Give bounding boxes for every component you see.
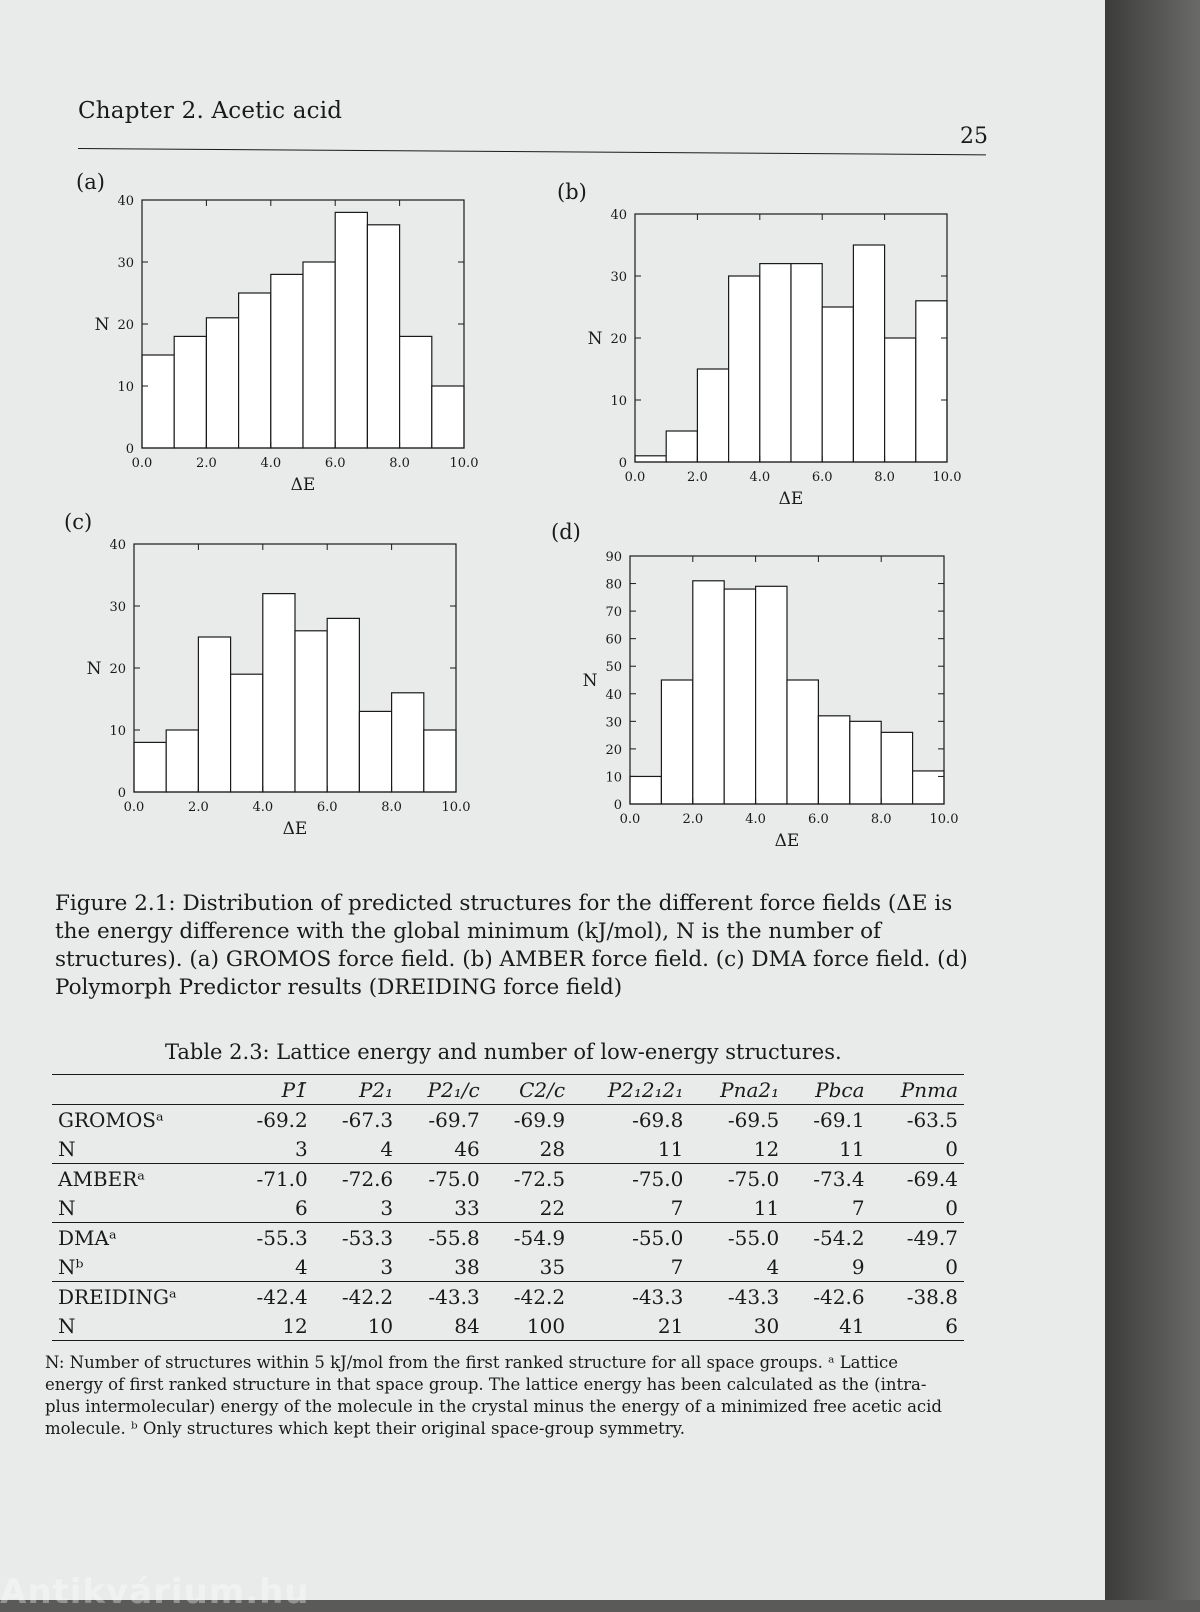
y-tick-label: 20 (605, 742, 622, 758)
y-tick-label: 40 (117, 194, 134, 209)
histogram-bar (791, 264, 822, 462)
histogram-bar (327, 618, 359, 792)
table-row (52, 1282, 964, 1312)
x-tick-label: 2.0 (188, 800, 209, 815)
histogram-panel-c (62, 510, 482, 845)
x-tick-label: 10.0 (449, 456, 479, 471)
row-label: DMAᵃ (58, 1225, 117, 1250)
table-cell: -69.7 (428, 1107, 480, 1132)
y-tick-label: 40 (109, 538, 126, 553)
table-cell: -72.5 (513, 1166, 566, 1191)
table-cell: 28 (539, 1136, 566, 1161)
table-cell: -75.0 (727, 1166, 780, 1191)
x-tick-label: 4.0 (260, 456, 282, 471)
histogram-bar (666, 431, 697, 462)
table-cell: -38.8 (906, 1284, 958, 1309)
table-cell: 33 (454, 1195, 480, 1220)
table-cell: -69.1 (813, 1107, 865, 1132)
x-tick-label: 2.0 (687, 470, 708, 485)
x-axis-label: ΔE (282, 819, 308, 839)
table-cell: 6 (295, 1195, 308, 1220)
table-cell: -75.0 (428, 1166, 480, 1191)
table-cell: -69.5 (727, 1107, 780, 1132)
table-cell: 11 (657, 1136, 684, 1161)
row-label: Nᵇ (58, 1254, 84, 1279)
table-cell: 4 (766, 1254, 780, 1279)
histogram-bar (239, 293, 271, 448)
header-rule (78, 148, 986, 155)
y-tick-label: 30 (605, 715, 622, 731)
table-cell: -43.3 (727, 1284, 780, 1309)
histogram-bar (913, 771, 944, 804)
y-tick-label: 20 (610, 332, 627, 347)
x-tick-label: 2.0 (682, 812, 704, 827)
page-number: 25 (960, 124, 988, 149)
histogram-bar (853, 245, 884, 462)
histogram-panel-d (545, 520, 975, 855)
histogram-bar (142, 355, 174, 448)
y-axis-label: N (86, 659, 102, 679)
x-axis-label: ΔE (774, 831, 800, 851)
histogram-a (70, 170, 490, 500)
x-tick-label: 10.0 (441, 800, 471, 815)
x-tick-label: 8.0 (870, 812, 892, 827)
x-tick-label: 10.0 (932, 470, 962, 485)
table-cell: -69.4 (906, 1166, 958, 1191)
table-cell: 4 (380, 1136, 394, 1161)
x-tick-label: 8.0 (874, 470, 895, 485)
y-tick-label: 30 (109, 600, 126, 615)
histogram-bar (787, 680, 818, 804)
histogram-bar (303, 262, 335, 448)
x-axis-label: ΔE (778, 489, 804, 509)
histogram-bar (166, 730, 198, 792)
table-cell: -43.3 (632, 1284, 684, 1309)
table-cell: 6 (945, 1313, 958, 1338)
table-cell: -55.3 (256, 1225, 308, 1250)
table-row (52, 1252, 964, 1282)
table-cell: -71.0 (256, 1166, 308, 1191)
table-cell: 10 (367, 1313, 394, 1338)
histogram-bar (424, 730, 456, 792)
figure-caption: Figure 2.1: Distribution of predicted structures for the different force fields (ΔE is the energy difference with the global minimum (kJ/mol), N is the number of structures). (a) GROMOS force field. (b) AMBER force field. (c) DMA force field. (d) Polymorph Predictor results (DREIDING force field) (55, 891, 968, 1000)
column-header: Pbca (815, 1077, 865, 1102)
table-cell: 4 (295, 1254, 308, 1279)
table-cell: 9 (851, 1254, 865, 1279)
panel-label-a: (a) (76, 170, 105, 194)
x-tick-label: 0.0 (123, 800, 145, 815)
column-header: Pnma (900, 1077, 958, 1102)
y-tick-label: 60 (605, 632, 622, 648)
histogram-bar (134, 742, 166, 792)
x-tick-label: 8.0 (389, 456, 410, 471)
table-row (52, 1134, 964, 1164)
table-cell: 3 (380, 1195, 394, 1220)
table-cell: -55.8 (428, 1225, 480, 1250)
histogram-bar (206, 318, 238, 448)
histogram-bar (271, 274, 303, 448)
y-tick-label: 0 (618, 456, 627, 471)
table-cell: 7 (670, 1254, 684, 1279)
table-cell: -42.2 (341, 1284, 394, 1309)
histogram-bar (697, 369, 728, 462)
y-tick-label: 70 (605, 605, 622, 621)
y-tick-label: 0 (117, 786, 126, 801)
table-cell: -69.9 (513, 1107, 566, 1132)
table-cell: -43.3 (428, 1284, 480, 1309)
watermark-logo: Antikvárium.hu (0, 1572, 310, 1612)
table-row (52, 1193, 964, 1223)
y-axis-label: N (587, 329, 603, 349)
table-title: Table 2.3: Lattice energy and number of low-energy structures. (165, 1040, 842, 1064)
column-header: Pna2₁ (720, 1077, 780, 1102)
y-tick-label: 10 (605, 770, 622, 786)
x-tick-label: 6.0 (316, 800, 338, 815)
histogram-bar (432, 386, 464, 448)
histogram-bar (885, 338, 916, 462)
x-tick-label: 4.0 (745, 812, 766, 827)
table-cell: -42.6 (813, 1284, 865, 1309)
x-tick-label: 4.0 (252, 800, 274, 815)
histogram-bar (881, 732, 912, 804)
histogram-bar (724, 589, 755, 804)
row-label: GROMOSᵃ (58, 1107, 164, 1132)
table-row (52, 1223, 964, 1253)
histogram-bar (916, 301, 947, 462)
y-tick-label: 20 (109, 662, 126, 677)
panel-label-b: (b) (557, 180, 587, 204)
histogram-bar (295, 631, 327, 792)
x-tick-label: 0.0 (619, 812, 641, 827)
table-cell: -69.2 (256, 1107, 308, 1132)
table-cell: -72.6 (341, 1166, 394, 1191)
table-cell: 3 (380, 1254, 394, 1279)
x-tick-label: 6.0 (808, 812, 829, 827)
table-cell: 11 (839, 1136, 865, 1161)
table-cell: 38 (454, 1254, 480, 1279)
table-cell: -55.0 (632, 1225, 684, 1250)
histogram-panel-b (555, 178, 975, 513)
y-axis-label: N (94, 315, 110, 335)
x-tick-label: 2.0 (196, 456, 217, 471)
histogram-bar (335, 212, 367, 448)
row-label: AMBERᵃ (58, 1166, 145, 1191)
table-cell: 22 (539, 1195, 566, 1220)
column-header (52, 1075, 228, 1105)
y-tick-label: 80 (605, 577, 622, 593)
table-cell: 0 (945, 1195, 958, 1220)
y-tick-label: 0 (613, 798, 622, 813)
histogram-bar (231, 674, 263, 792)
table-cell: -54.9 (513, 1225, 566, 1250)
table-cell: 84 (454, 1313, 480, 1338)
histogram-bar (661, 680, 692, 804)
x-tick-label: 6.0 (811, 470, 833, 485)
table-cell: 41 (839, 1313, 865, 1338)
histogram-bar (635, 456, 666, 462)
table-cell: 21 (657, 1313, 684, 1338)
table-cell: -55.0 (727, 1225, 780, 1250)
histogram-bar (850, 721, 881, 804)
column-header: C2/c (519, 1077, 566, 1102)
table-cell: -53.3 (341, 1225, 394, 1250)
table-cell: -63.5 (906, 1107, 958, 1132)
y-tick-label: 10 (109, 724, 126, 739)
histogram-bar (392, 693, 424, 792)
table-cell: 46 (454, 1136, 480, 1161)
histogram-d (545, 520, 975, 855)
row-label: N (58, 1136, 76, 1161)
histogram-panel-a (70, 170, 490, 500)
table-cell: -49.7 (906, 1225, 958, 1250)
y-tick-label: 50 (605, 660, 622, 676)
row-label: DREIDINGᵃ (58, 1284, 177, 1309)
column-header: P2₁ (358, 1077, 394, 1102)
histogram-b (555, 178, 975, 513)
table-cell: -42.4 (256, 1284, 308, 1309)
table-cell: 11 (753, 1195, 780, 1220)
column-header: P2₁2₁2₁ (607, 1077, 684, 1102)
y-tick-label: 90 (605, 550, 622, 565)
x-tick-label: 6.0 (324, 456, 346, 471)
y-tick-label: 10 (610, 394, 627, 409)
histogram-bar (729, 276, 760, 462)
table-header-row (52, 1075, 964, 1105)
y-tick-label: 10 (117, 380, 134, 395)
table-footnote: N: Number of structures within 5 kJ/mol from the first ranked structure for all space groups. ᵃ Lattice energy of first ranked structure in that space group. The lattice energy has been calculated as the (intra- plus intermolecular) energy of the molecule in the crystal minus the energy of a minimized free acetic acid molecule. ᵇ Only structures which kept their original space-group symmetry. (45, 1353, 942, 1438)
histogram-c (62, 510, 482, 845)
table-cell: -73.4 (813, 1166, 865, 1191)
histogram-bar (400, 336, 432, 448)
column-header: P1̄ (281, 1077, 308, 1102)
panel-label-c: (c) (64, 510, 93, 534)
y-axis-label: N (582, 671, 598, 691)
x-tick-label: 0.0 (131, 456, 153, 471)
table-cell: -67.3 (341, 1107, 394, 1132)
x-tick-label: 10.0 (929, 812, 959, 827)
table-cell: -75.0 (632, 1166, 684, 1191)
histogram-bar (760, 264, 791, 462)
histogram-bar (263, 594, 295, 792)
histogram-bar (367, 225, 399, 448)
x-tick-label: 0.0 (624, 470, 646, 485)
row-label: N (58, 1195, 76, 1220)
histogram-bar (174, 336, 206, 448)
table-cell: 35 (539, 1254, 566, 1279)
histogram-bar (359, 711, 391, 792)
y-tick-label: 40 (605, 687, 622, 703)
histogram-bar (756, 586, 787, 804)
y-tick-label: 20 (117, 318, 134, 333)
page-edge-shadow (1105, 0, 1200, 1600)
running-head: Chapter 2. Acetic acid (78, 98, 343, 124)
table-cell: 7 (851, 1195, 865, 1220)
table-cell: 0 (945, 1254, 958, 1279)
x-axis-label: ΔE (290, 475, 316, 495)
y-tick-label: 30 (117, 256, 134, 271)
table-cell: 12 (753, 1136, 780, 1161)
table-cell: 12 (282, 1313, 308, 1338)
histogram-bar (693, 581, 724, 804)
table-cell: -42.2 (513, 1284, 566, 1309)
y-tick-label: 40 (610, 208, 627, 223)
table-cell: 100 (526, 1313, 566, 1338)
panel-label-d: (d) (551, 520, 581, 544)
histogram-bar (198, 637, 230, 792)
table-row (52, 1311, 964, 1341)
table-row (52, 1105, 964, 1135)
lattice-energy-table (52, 1074, 964, 1341)
x-tick-label: 4.0 (749, 470, 771, 485)
table-body (52, 1105, 964, 1341)
table-row (52, 1164, 964, 1194)
y-tick-label: 0 (125, 442, 134, 457)
histogram-bar (822, 307, 853, 462)
column-header: P2₁/c (427, 1077, 480, 1102)
table-cell: -54.2 (813, 1225, 865, 1250)
histogram-bar (630, 776, 661, 804)
table-cell: 7 (670, 1195, 684, 1220)
x-tick-label: 8.0 (381, 800, 402, 815)
table-cell: -69.8 (632, 1107, 684, 1132)
y-tick-label: 30 (610, 270, 627, 285)
histogram-bar (818, 716, 849, 804)
row-label: N (58, 1313, 76, 1338)
table-cell: 3 (295, 1136, 308, 1161)
table-cell: 30 (753, 1313, 780, 1338)
table-cell: 0 (945, 1136, 958, 1161)
